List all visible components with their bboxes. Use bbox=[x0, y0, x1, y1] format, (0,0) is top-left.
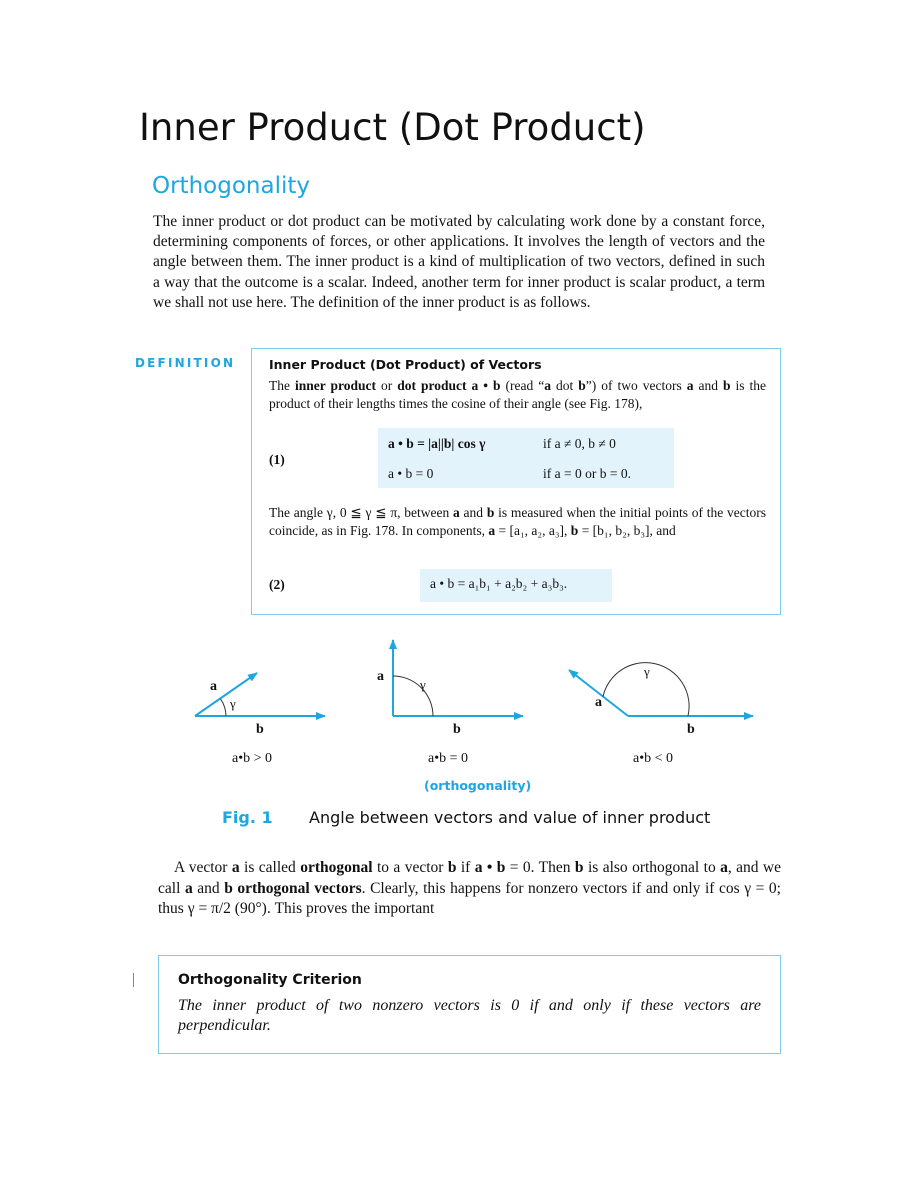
definition-tag: DEFINITION bbox=[135, 356, 236, 370]
equation-1-line-2-lhs: a • b = 0 bbox=[388, 466, 434, 481]
panel-1-vector-a bbox=[195, 673, 257, 716]
page-title: Inner Product (Dot Product) bbox=[139, 106, 646, 149]
panel-2-label-a: a bbox=[377, 669, 384, 684]
panel-3-relation: a•b < 0 bbox=[633, 751, 674, 766]
panel-2-relation: a•b = 0 bbox=[428, 751, 469, 766]
panel-3-label-a: a bbox=[595, 695, 602, 710]
definition-box bbox=[251, 348, 781, 615]
equation-2-text: a • b = a₁b₁ + a₂b₂ + a₃b₃. bbox=[430, 576, 568, 591]
equation-1-line-1-lhs: a • b = |a||b| cos γ bbox=[388, 436, 486, 451]
panel-1-label-a: a bbox=[210, 679, 217, 694]
panel-3-label-b: b bbox=[687, 722, 695, 737]
panel-2-angle-arc bbox=[393, 676, 433, 716]
definition-paragraph-2: The angle γ, 0 ≦ γ ≦ π, between a and b is measured when the initial points of the vectors coincide, as in Fig. 178. In components, a = [a₁, a₂, a₃], b = [b₁, b₂, b₃], and bbox=[269, 505, 766, 538]
equation-1-line-2-condition: if a = 0 or b = 0. bbox=[543, 466, 631, 481]
panel-1-relation: a•b > 0 bbox=[232, 751, 273, 766]
panel-1-angle-arc bbox=[221, 699, 226, 716]
equation-1 bbox=[378, 428, 674, 488]
orthogonality-paragraph: A vector a is called orthogonal to a vector b if a • b = 0. Then b is also orthogonal to a, and we call a and b orthogonal vectors. Clearly, this happens for nonzero vectors if and only if cos γ = 0; thus γ = π/2 (90°). This proves the important bbox=[158, 859, 781, 917]
criterion-box bbox=[158, 955, 781, 1054]
equation-2-number: (2) bbox=[269, 577, 285, 592]
equation-2 bbox=[420, 569, 612, 602]
figure-label: Fig. 1 bbox=[222, 808, 273, 827]
intro-paragraph: The inner product or dot product can be motivated by calculating work done by a constant force, determining components of forces, or other applications. It involves the length of vectors and the angle between them. The inner product is a kind of multiplication of two vectors, defined in such a way that the outcome is a scalar. Indeed, another term for inner product is scalar product, a term we shall not use here. The definition of the inner product is as follows. bbox=[153, 213, 765, 311]
figure-caption: Angle between vectors and value of inner product bbox=[309, 808, 711, 827]
panel-1-label-b: b bbox=[256, 722, 264, 737]
panel-2-angle-label: γ bbox=[420, 677, 426, 692]
panel-1-angle-label: γ bbox=[230, 696, 236, 711]
equation-1-line-1-condition: if a ≠ 0, b ≠ 0 bbox=[543, 436, 616, 451]
equation-1-number: (1) bbox=[269, 452, 285, 467]
criterion-margin-mark bbox=[133, 973, 134, 987]
definition-title: Inner Product (Dot Product) of Vectors bbox=[269, 357, 542, 372]
panel-2-label-b: b bbox=[453, 722, 461, 737]
orthogonality-note: (orthogonality) bbox=[424, 778, 532, 793]
panel-3-angle-label: γ bbox=[644, 664, 650, 679]
criterion-title: Orthogonality Criterion bbox=[178, 972, 362, 988]
figure-vectors bbox=[170, 630, 770, 780]
definition-paragraph-1: The inner product or dot product a • b (read “a dot b”) of two vectors a and b is the product of their lengths times the cosine of their angle (see Fig. 178), bbox=[269, 378, 766, 411]
criterion-text: The inner product of two nonzero vectors is 0 if and only if these vectors are perpendicular. bbox=[178, 997, 761, 1034]
section-heading: Orthogonality bbox=[152, 173, 310, 199]
